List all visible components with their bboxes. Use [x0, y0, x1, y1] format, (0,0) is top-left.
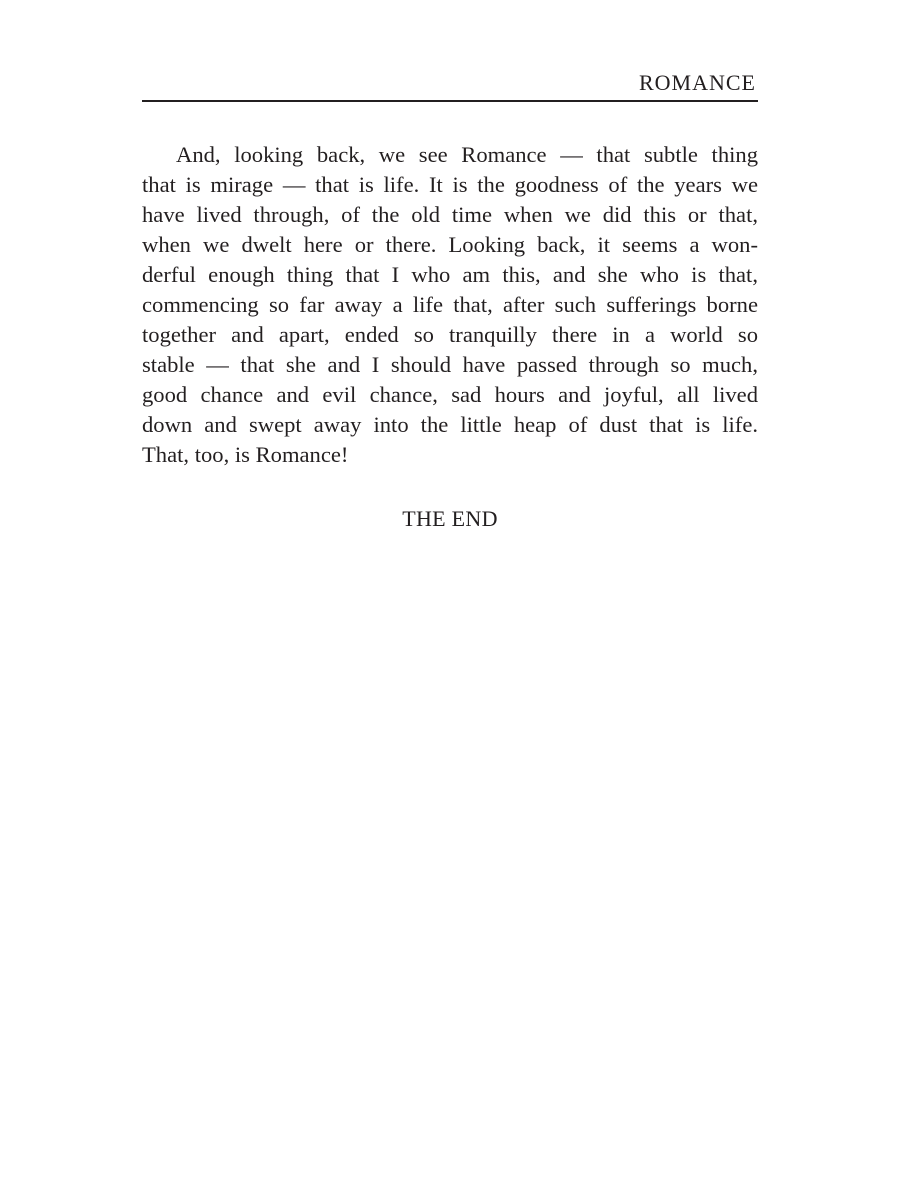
- running-header-title: ROMANCE: [638, 70, 756, 95]
- text-line: stable — that she and I should have passed through so much,: [142, 352, 758, 377]
- text-line: commencing so far away a life that, after such sufferings borne: [142, 292, 758, 317]
- text-line: together and apart, ended so tranquilly there in a world so: [142, 322, 758, 347]
- text-line: derful enough thing that I who am this, and she who is that,: [142, 262, 758, 287]
- text-line: down and swept away into the little heap of dust that is life.: [142, 412, 758, 437]
- text-line: That, too, is Romance!: [142, 442, 349, 467]
- the-end-heading: THE END: [402, 506, 498, 531]
- running-header: [142, 66, 758, 102]
- text-line: And, looking back, we see Romance — that subtle thing: [176, 142, 758, 167]
- body-paragraph: [142, 140, 758, 470]
- text-line: when we dwelt here or there. Looking back, it seems a won-: [142, 232, 758, 257]
- text-line: have lived through, of the old time when we did this or that,: [142, 202, 758, 227]
- text-line: that is mirage — that is life. It is the goodness of the years we: [142, 172, 758, 197]
- text-line: good chance and evil chance, sad hours and joyful, all lived: [142, 382, 758, 407]
